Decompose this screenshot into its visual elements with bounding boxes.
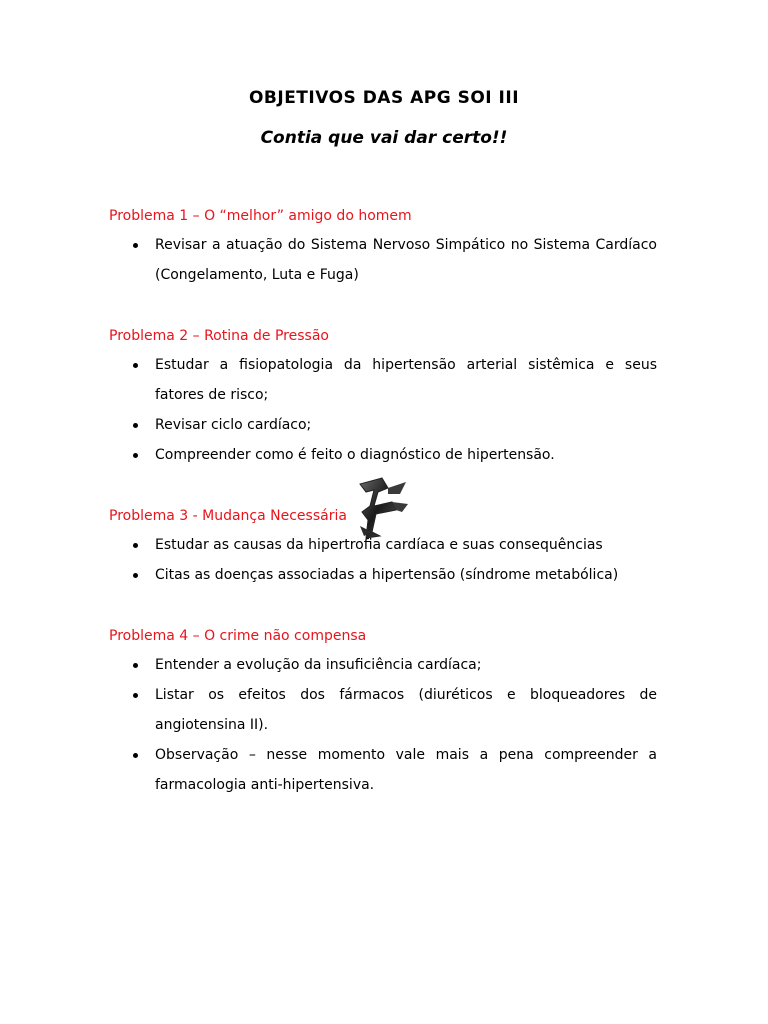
page-subtitle: Contia que vai dar certo!! xyxy=(260,128,508,148)
bullet-icon xyxy=(133,243,138,248)
list-item xyxy=(109,650,657,680)
list-item xyxy=(109,680,657,740)
list-item xyxy=(109,230,657,290)
list-item-text: Revisar ciclo cardíaco; xyxy=(155,417,312,433)
list-item xyxy=(109,410,657,440)
bullet-icon xyxy=(133,693,138,698)
bullet-list xyxy=(109,650,657,800)
section-problema-2 xyxy=(109,324,657,470)
list-item-text: Estudar as causas da hipertrofia cardíaca e suas consequências xyxy=(155,537,603,553)
bullet-icon xyxy=(133,453,138,458)
list-item-text: Listar os efeitos dos fármacos (diuréticos e bloqueadores de angiotensina II). xyxy=(155,687,657,733)
section-heading: Problema 2 – Rotina de Pressão xyxy=(109,328,329,344)
f-monogram-logo-icon xyxy=(352,476,412,540)
list-item xyxy=(109,440,657,470)
bullet-icon xyxy=(133,753,138,758)
list-item-text: Citas as doenças associadas a hipertensão (síndrome metabólica) xyxy=(155,567,619,583)
list-item-text: Estudar a fisiopatologia da hipertensão arterial sistêmica e seus fatores de risco; xyxy=(155,357,657,403)
list-item xyxy=(109,740,657,800)
list-item xyxy=(109,560,657,590)
bullet-icon xyxy=(133,573,138,578)
list-item xyxy=(109,350,657,410)
section-heading: Problema 1 – O “melhor” amigo do homem xyxy=(109,208,412,224)
list-item-text: Revisar a atuação do Sistema Nervoso Simpático no Sistema Cardíaco (Congelamento, Luta e Fuga) xyxy=(155,237,657,283)
section-heading: Problema 4 – O crime não compensa xyxy=(109,628,367,644)
section-heading: Problema 3 - Mudança Necessária xyxy=(109,508,347,524)
page-title: OBJETIVOS DAS APG SOI III xyxy=(248,88,520,108)
list-item-text: Compreender como é feito o diagnóstico de hipertensão. xyxy=(155,447,555,463)
bullet-list xyxy=(109,230,657,290)
bullet-icon xyxy=(133,543,138,548)
list-item-text: Entender a evolução da insuficiência cardíaca; xyxy=(155,657,482,673)
bullet-icon xyxy=(133,363,138,368)
bullet-icon xyxy=(133,423,138,428)
section-problema-4 xyxy=(109,624,657,800)
list-item-text: Observação – nesse momento vale mais a pena compreender a farmacologia anti-hipertensiva. xyxy=(155,747,657,793)
bullet-icon xyxy=(133,663,138,668)
bullet-list xyxy=(109,350,657,470)
section-problema-1 xyxy=(109,204,657,290)
